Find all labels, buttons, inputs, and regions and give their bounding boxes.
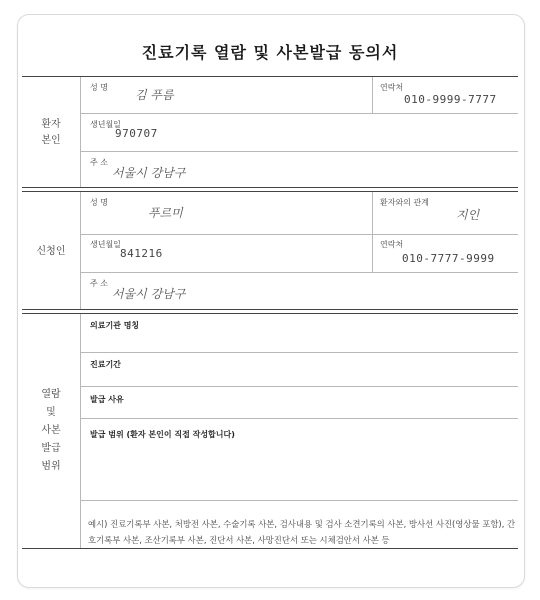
applicant-name-label: 성 명 <box>90 198 108 207</box>
applicant-name-value: 푸르미 <box>148 206 183 220</box>
patient-section-label: 환자 본인 <box>41 119 61 146</box>
applicant-divider <box>80 192 81 310</box>
row-divider <box>80 352 518 353</box>
applicant-relation-value: 지인 <box>456 208 480 222</box>
row-divider <box>80 418 518 419</box>
row-divider <box>80 234 518 235</box>
applicant-birth-value: 841216 <box>120 247 163 260</box>
applicant-address-label: 주 소 <box>90 279 108 288</box>
scope-section-label: 열람 및 사본 발급 범위 <box>41 389 61 472</box>
applicant-phone-label: 연락처 <box>380 240 404 249</box>
section-divider <box>22 313 518 314</box>
form-title: 진료기록 열람 및 사본발급 동의서 <box>141 43 399 62</box>
section-divider <box>22 187 518 188</box>
patient-address-value: 서울시 강남구 <box>112 166 186 180</box>
range-label: 발급 범위 (환자 본인이 직접 작성합니다) <box>90 430 235 439</box>
row-divider <box>80 113 518 114</box>
patient-phone-value: 010-9999-7777 <box>404 93 497 106</box>
patient-name-value: 김 푸름 <box>135 88 174 102</box>
applicant-relation-label: 환자와의 관계 <box>380 198 429 207</box>
row-divider <box>80 272 518 273</box>
period-label: 진료기간 <box>90 360 121 369</box>
form-bottom-border <box>22 548 518 549</box>
patient-birth-label: 생년월일 <box>90 120 121 129</box>
patient-phone-divider <box>372 77 373 113</box>
patient-divider <box>80 77 81 187</box>
applicant-address-value: 서울시 강남구 <box>112 287 186 301</box>
patient-address-label: 주 소 <box>90 158 108 167</box>
applicant-right-divider <box>372 192 373 272</box>
section-divider <box>22 191 518 192</box>
reason-label: 발급 사유 <box>90 395 124 404</box>
patient-phone-label: 연락처 <box>380 83 404 92</box>
range-example-text: 예시) 진료기록부 사본, 처방전 사본, 수술기록 사본, 검사내용 및 검사 소견기록의 사본, 방사선 사진(영상물 포함), 간호기록부 사본, 조산기록부 사본, 진단서 사본, 사망진단서 또는 시체검안서 사본 등 <box>88 519 516 545</box>
institution-label: 의료기관 명칭 <box>90 321 140 330</box>
row-divider <box>80 386 518 387</box>
section-divider <box>22 309 518 310</box>
row-divider <box>80 500 518 501</box>
applicant-section-label: 신청인 <box>36 246 66 257</box>
row-divider <box>80 151 518 152</box>
applicant-phone-value: 010-7777-9999 <box>402 252 495 265</box>
patient-name-label: 성 명 <box>90 83 108 92</box>
section-top-border <box>22 76 518 77</box>
applicant-birth-label: 생년월일 <box>90 240 121 249</box>
patient-birth-value: 970707 <box>115 127 158 140</box>
scope-divider <box>80 314 81 548</box>
